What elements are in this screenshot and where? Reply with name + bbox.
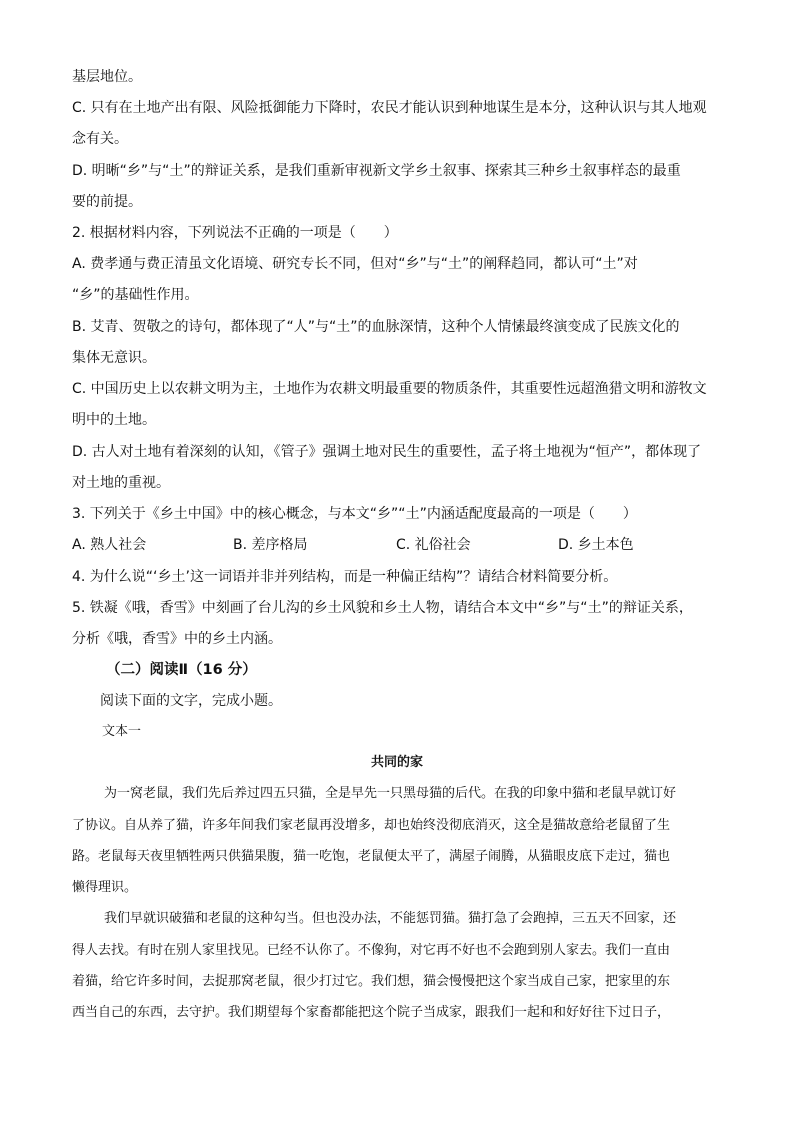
- text-line: A. 费孝通与费正清虽文化语境、研究专长不同，但对“乡”与“土”的阐释趋同，都认可“土”对: [72, 256, 638, 272]
- story-line: 了协议。自从养了猫，许多年间我们家老鼠再没增多，却也始终没彻底消灭，这全是猫故意给老鼠留了生: [72, 818, 671, 833]
- option-d: D. 乡土本色: [558, 537, 634, 553]
- text-line: C. 只有在土地产出有限、风险抵御能力下降时，农民才能认识到种地谋生是本分，这种认识与其人地观: [72, 100, 707, 116]
- instruction: 阅读下面的文字，完成小题。: [100, 693, 282, 709]
- section-title: （二）阅读Ⅱ（16 分）: [106, 662, 257, 678]
- text-line: C. 中国历史上以农耕文明为主，土地作为农耕文明最重要的物质条件，其重要性远超渔猎文明和游牧文: [72, 381, 707, 397]
- text-line: 分析《哦，香雪》中的乡土内涵。: [72, 631, 282, 647]
- story-line: 西当自己的东西，去守护。我们期望每个家畜都能把这个院子当成家，跟我们一起和和好好往下过日子，: [72, 1005, 671, 1020]
- option-c: C. 礼俗社会: [396, 537, 471, 553]
- question-3: 3. 下列关于《乡土中国》中的核心概念，与本文“乡”“土”内涵适配度最高的一项是（ ）: [72, 506, 637, 522]
- text-line: 明中的土地。: [72, 412, 156, 428]
- option-b: B. 差序格局: [233, 537, 308, 553]
- text-line: D. 古人对土地有着深刻的认知，《管子》强调土地对民生的重要性，孟子将土地视为“恒产”，都体现了: [72, 444, 702, 460]
- story-line: 着猫，给它许多时间，去捉那窝老鼠，很少打过它。我们想，猫会慢慢把这个家当成自己家，把家里的东: [72, 974, 671, 989]
- question-5: 5. 铁凝《哦，香雪》中刻画了台儿沟的乡土风貌和乡土人物，请结合本文中“乡”与“土”的辩证关系，: [72, 600, 693, 616]
- question-2: 2. 根据材料内容，下列说法不正确的一项是（ ）: [72, 225, 398, 241]
- text-label: 文本一: [102, 724, 142, 739]
- text-line: 集体无意识。: [72, 350, 156, 366]
- text-line: 要的前提。: [72, 194, 142, 210]
- question-4: 4. 为什么说“‘乡土’这一词语并非并列结构，而是一种偏正结构”？请结合材料简要分析。: [72, 569, 618, 585]
- story-title: 共同的家: [370, 755, 423, 770]
- story-line: 我们早就识破猫和老鼠的这种勾当。但也没办法，不能惩罚猫。猫打急了会跑掉，三五天不回家，还: [104, 911, 677, 926]
- story-line: 为一窝老鼠，我们先后养过四五只猫，全是早先一只黑母猫的后代。在我的印象中猫和老鼠早就订好: [104, 786, 677, 801]
- text-line: D. 明晰“乡”与“土”的辩证关系，是我们重新审视新文学乡土叙事、探索其三种乡土叙事样态的最重: [72, 163, 681, 179]
- text-line: “乡”的基础性作用。: [72, 287, 199, 303]
- story-line: 路。老鼠每天夜里牺牲两只供猫果腹，猫一吃饱，老鼠便太平了，满屋子闹腾，从猫眼皮底下走过，猫也: [72, 849, 671, 864]
- text-line: B. 艾青、贺敬之的诗句，都体现了“人”与“土”的血脉深情，这种个人情愫最终演变成了民族文化的: [72, 319, 680, 335]
- story-line: 得人去找。有时在别人家里找见。已经不认你了。不像狗，对它再不好也不会跑到别人家去。我们一直由: [72, 943, 671, 958]
- story-line: 懒得理识。: [72, 880, 138, 895]
- text-line: 对土地的重视。: [72, 475, 170, 491]
- text-line: 念有关。: [72, 131, 128, 147]
- option-a: A. 熟人社会: [72, 537, 147, 553]
- text-line: 基层地位。: [72, 69, 142, 85]
